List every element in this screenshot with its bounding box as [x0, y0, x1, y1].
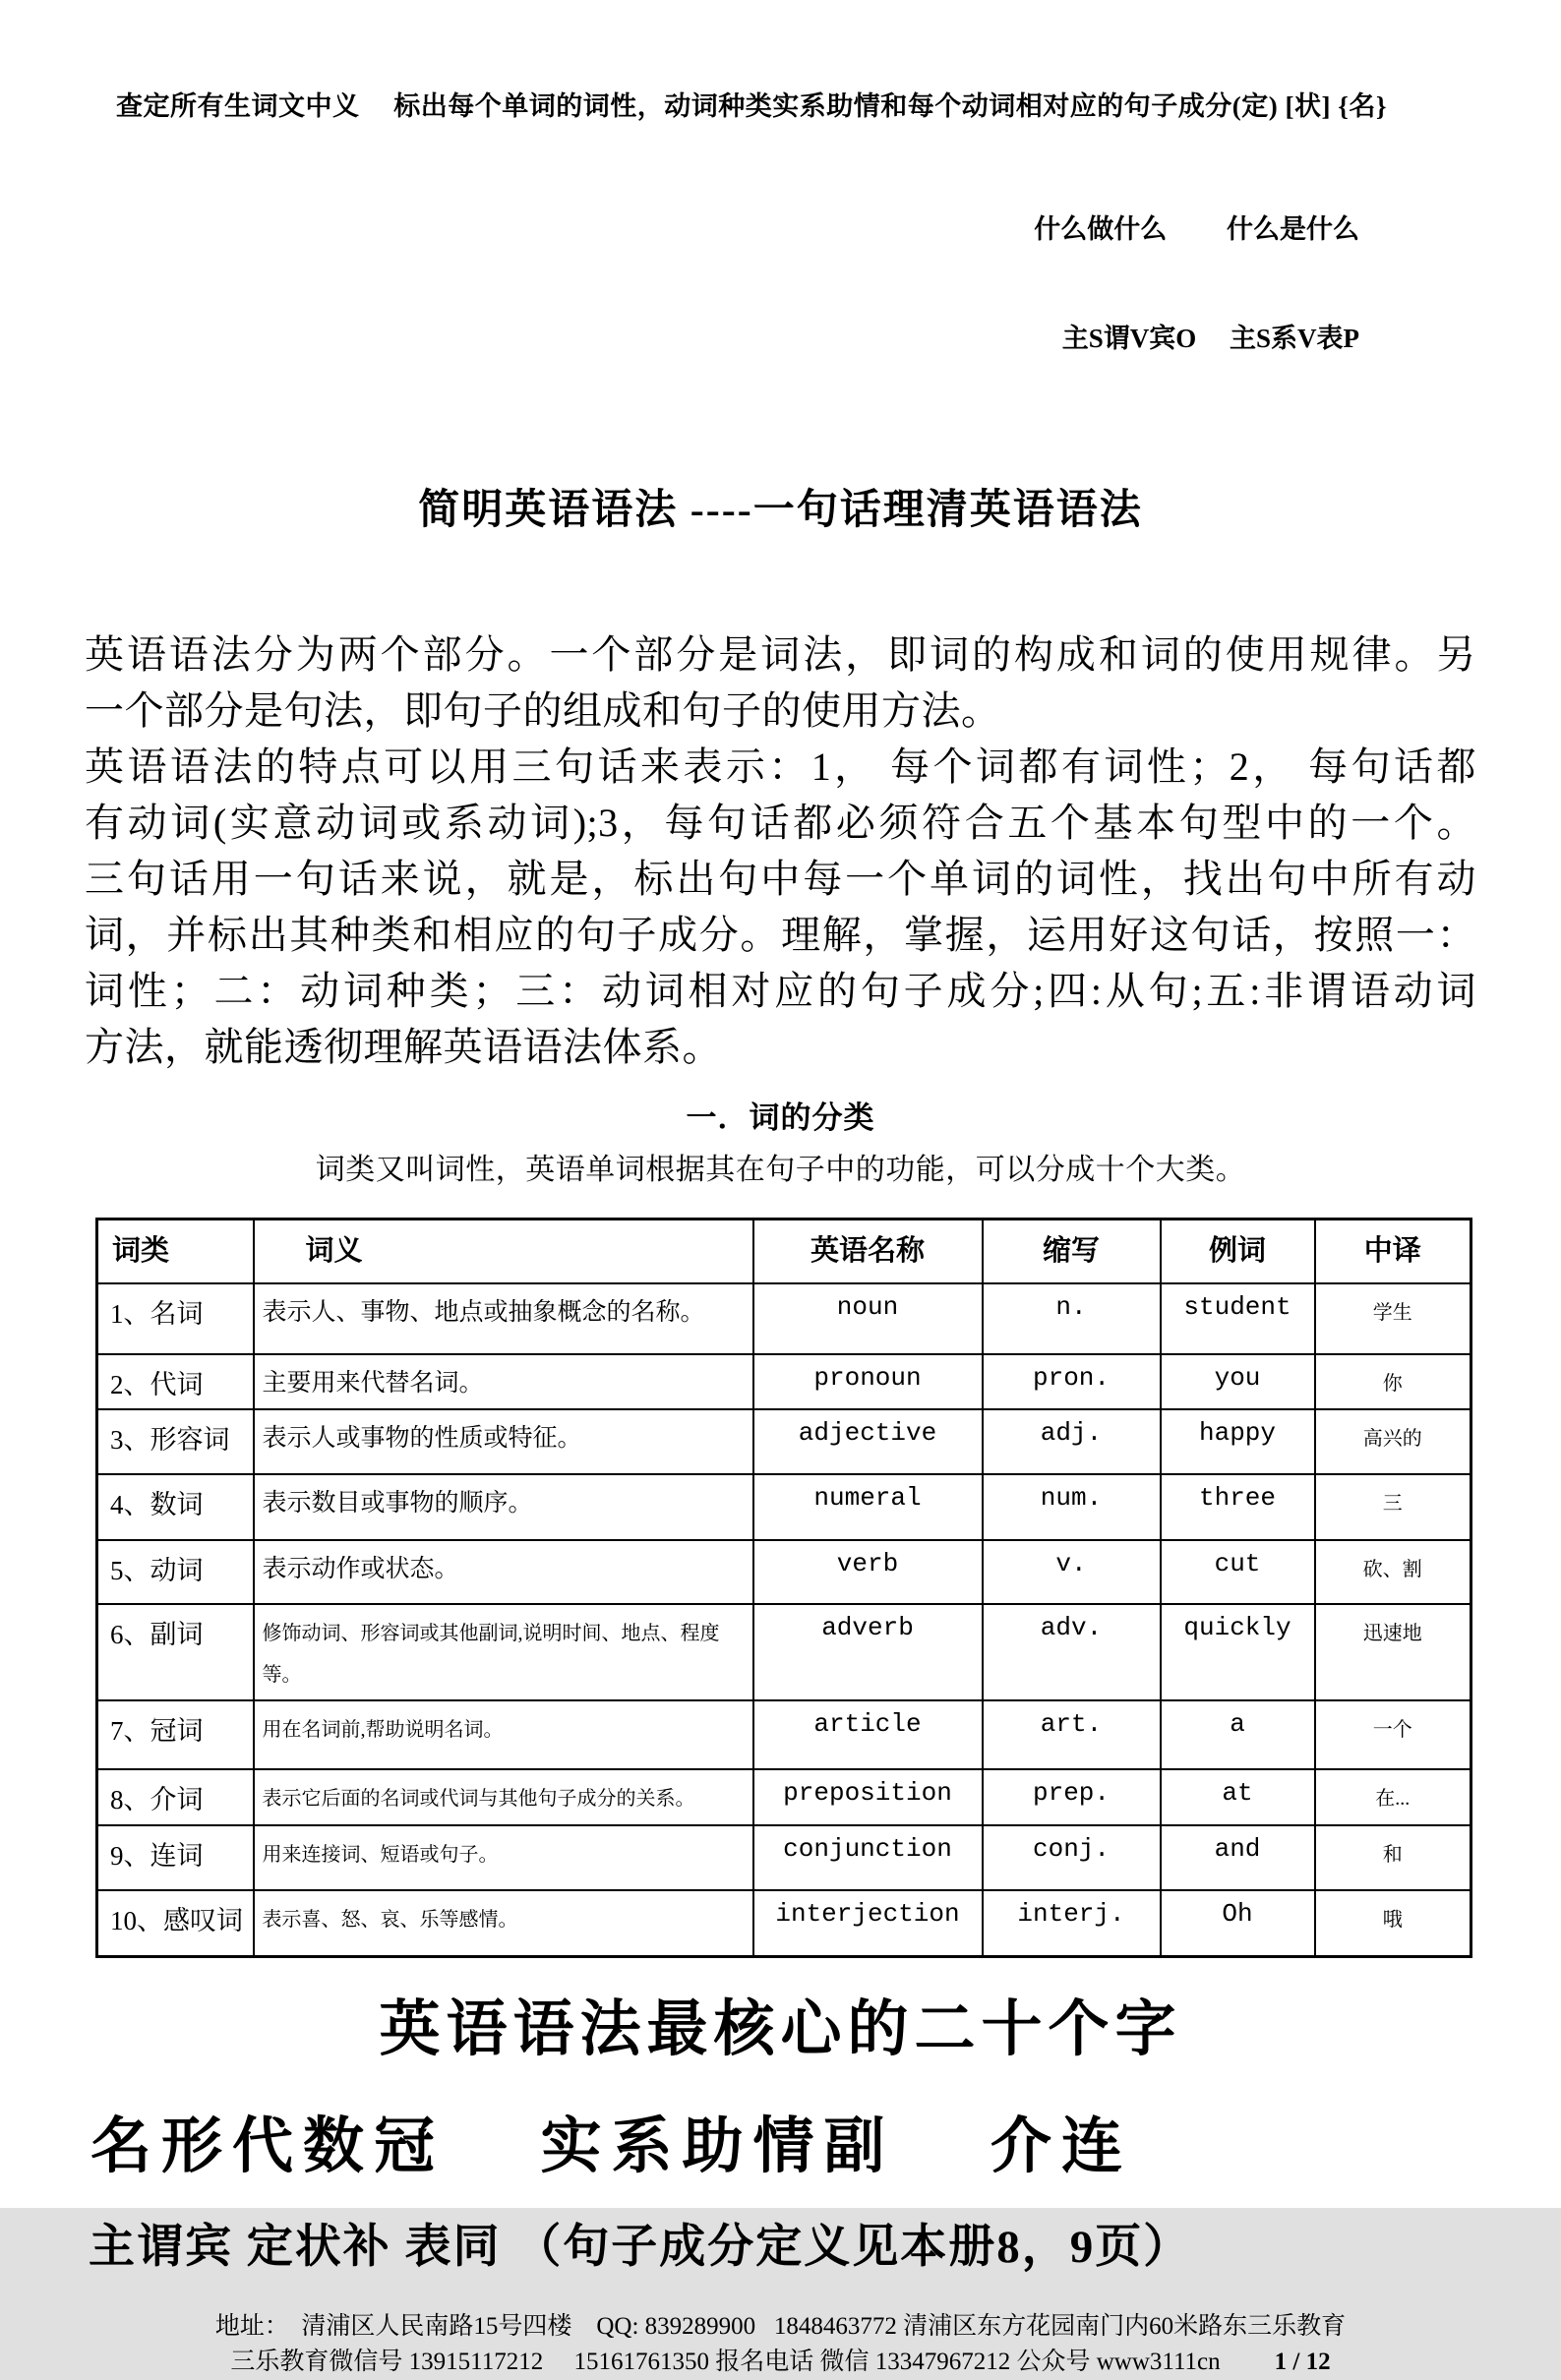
cell-meaning: 表示动作或状态。 [254, 1540, 753, 1604]
cell-meaning: 主要用来代替名词。 [254, 1354, 753, 1410]
cell-abbr: v. [983, 1540, 1161, 1604]
intro-line: 英语语法的特点可以用三句话来表示：1， 每个词都有词性；2， 每句话都 [85, 744, 1476, 789]
table-row [97, 1890, 1471, 1956]
cell-category: 10、感叹词 [97, 1890, 254, 1956]
column-header-category: 词类 [97, 1220, 254, 1283]
cell-example: cut [1161, 1540, 1315, 1604]
cell-abbr: art. [983, 1700, 1161, 1769]
intro-line: 有动词(实意动词或系动词);3，每句话都必须符合五个基本句型中的一个。 [85, 801, 1476, 845]
cell-chinese: 一个 [1315, 1700, 1471, 1769]
intro-line: 词，并标出其种类和相应的句子成分。理解，掌握，运用好这句话，按照一： [85, 913, 1476, 957]
table-row [97, 1540, 1471, 1604]
annotation-line-3: 主S谓V宾O 主S系V表P [1061, 324, 1359, 353]
cell-chinese: 在... [1315, 1769, 1471, 1825]
cell-chinese: 迅速地 [1315, 1604, 1471, 1700]
cell-meaning: 表示数目或事物的顺序。 [254, 1474, 753, 1540]
cell-abbr: num. [983, 1474, 1161, 1540]
table-row [97, 1825, 1471, 1890]
cell-example: quickly [1161, 1604, 1315, 1700]
cell-category: 6、副词 [97, 1604, 254, 1700]
table-row [97, 1604, 1471, 1700]
cell-example: Oh [1161, 1890, 1315, 1956]
cell-chinese: 学生 [1315, 1283, 1471, 1354]
cell-meaning: 表示它后面的名词或代词与其他句子成分的关系。 [254, 1769, 753, 1825]
cell-chinese: 砍、割 [1315, 1540, 1471, 1604]
cell-chinese: 你 [1315, 1354, 1471, 1410]
cell-category: 7、冠词 [97, 1700, 254, 1769]
cell-example: student [1161, 1283, 1315, 1354]
column-header-example: 例词 [1161, 1220, 1315, 1283]
cell-example: and [1161, 1825, 1315, 1890]
table-header-row [97, 1220, 1471, 1283]
intro-line: 词性；二：动词种类；三：动词相对应的句子成分;四:从句;五:非谓语动词 [85, 969, 1476, 1013]
cell-meaning: 用在名词前,帮助说明名词。 [254, 1700, 753, 1769]
cell-category: 3、形容词 [97, 1409, 254, 1474]
cell-meaning: 表示人、事物、地点或抽象概念的名称。 [254, 1283, 753, 1354]
cell-meaning: 表示喜、怒、哀、乐等感情。 [254, 1890, 753, 1956]
section-heading: 一．词的分类 [686, 1101, 875, 1135]
core-twenty-title: 英语语法最核心的二十个字 [379, 1995, 1182, 2063]
cell-meaning: 用来连接词、短语或句子。 [254, 1825, 753, 1890]
column-header-abbr: 缩写 [983, 1220, 1161, 1283]
cell-english: noun [753, 1283, 983, 1354]
table-row [97, 1700, 1471, 1769]
cell-abbr: adv. [983, 1604, 1161, 1700]
cell-example: three [1161, 1474, 1315, 1540]
page-title: 简明英语语法 ----一句话理清英语语法 [418, 488, 1143, 533]
cell-example: you [1161, 1354, 1315, 1410]
cell-category: 1、名词 [97, 1283, 254, 1354]
cell-example: at [1161, 1769, 1315, 1825]
cell-abbr: prep. [983, 1769, 1161, 1825]
core-word-groups: 名形代数冠 实系助情副 介连 [90, 2112, 1133, 2180]
cell-category: 9、连词 [97, 1825, 254, 1890]
cell-abbr: n. [983, 1283, 1161, 1354]
table-row [97, 1354, 1471, 1410]
table-row [97, 1474, 1471, 1540]
column-header-english: 英语名称 [753, 1220, 983, 1283]
page-footer [0, 2309, 1561, 2380]
cell-english: adjective [753, 1409, 983, 1474]
cell-english: pronoun [753, 1354, 983, 1410]
cell-chinese: 三 [1315, 1474, 1471, 1540]
intro-line: 方法，就能透彻理解英语语法体系。 [85, 1025, 722, 1069]
annotation-right-block [0, 139, 1561, 430]
intro-line: 三句话用一句话来说，就是，标出句中每一个单词的词性，找出句中所有动 [85, 857, 1476, 901]
top-annotation [0, 0, 1561, 430]
cell-english: adverb [753, 1604, 983, 1700]
cell-category: 4、数词 [97, 1474, 254, 1540]
cell-meaning: 表示人或事物的性质或特征。 [254, 1409, 753, 1474]
footer-contact-line [0, 2345, 1561, 2380]
cell-english: verb [753, 1540, 983, 1604]
section-subheading: 词类又叫词性，英语单词根据其在句子中的功能，可以分成十个大类。 [315, 1154, 1246, 1186]
cell-abbr: interj. [983, 1890, 1161, 1956]
footer-contact-text: 三乐教育微信号 13915117212 15161761350 报名电话 微信 13347967212 公众号 www3111cn [230, 2348, 1221, 2375]
core-sentence-components: 主谓宾 定状补 表同 （句子成分定义见本册8，9页） [89, 2221, 1192, 2273]
intro-line: 一个部分是句法，即句子的组成和句子的使用方法。 [85, 688, 1001, 733]
cell-english: interjection [753, 1890, 983, 1956]
cell-abbr: adj. [983, 1409, 1161, 1474]
intro-paragraph [85, 626, 1476, 1075]
cell-chinese: 哦 [1315, 1890, 1471, 1956]
cell-category: 5、动词 [97, 1540, 254, 1604]
cell-example: a [1161, 1700, 1315, 1769]
cell-meaning: 修饰动词、形容词或其他副词,说明时间、地点、程度等。 [254, 1604, 753, 1700]
intro-line: 英语语法分为两个部分。一个部分是词法，即词的构成和词的使用规律。另 [85, 632, 1476, 677]
cell-example: happy [1161, 1409, 1315, 1474]
column-header-meaning: 词义 [254, 1220, 753, 1283]
cell-english: preposition [753, 1769, 983, 1825]
page-number: 1 / 12 [1274, 2348, 1331, 2375]
table-row [97, 1409, 1471, 1474]
annotation-line-1: 查定所有生词文中义 标出每个单词的词性，动词种类实系助情和每个动词相对应的句子成分(定) [状] {名} [116, 91, 1387, 121]
column-header-chinese: 中译 [1315, 1220, 1471, 1283]
word-classes-table [95, 1218, 1472, 1958]
cell-english: conjunction [753, 1825, 983, 1890]
footer-address-line: 地址： 清浦区人民南路15号四楼 QQ: 839289900 1848463772 清浦区东方花园南门内60米路东三乐教育 [214, 2312, 1347, 2340]
cell-english: article [753, 1700, 983, 1769]
cell-english: numeral [753, 1474, 983, 1540]
cell-category: 8、介词 [97, 1769, 254, 1825]
table-row [97, 1283, 1471, 1354]
cell-abbr: conj. [983, 1825, 1161, 1890]
cell-category: 2、代词 [97, 1354, 254, 1410]
cell-chinese: 和 [1315, 1825, 1471, 1890]
cell-chinese: 高兴的 [1315, 1409, 1471, 1474]
table-row [97, 1769, 1471, 1825]
annotation-line-2: 什么做什么 什么是什么 [1034, 214, 1359, 244]
cell-abbr: pron. [983, 1354, 1161, 1410]
